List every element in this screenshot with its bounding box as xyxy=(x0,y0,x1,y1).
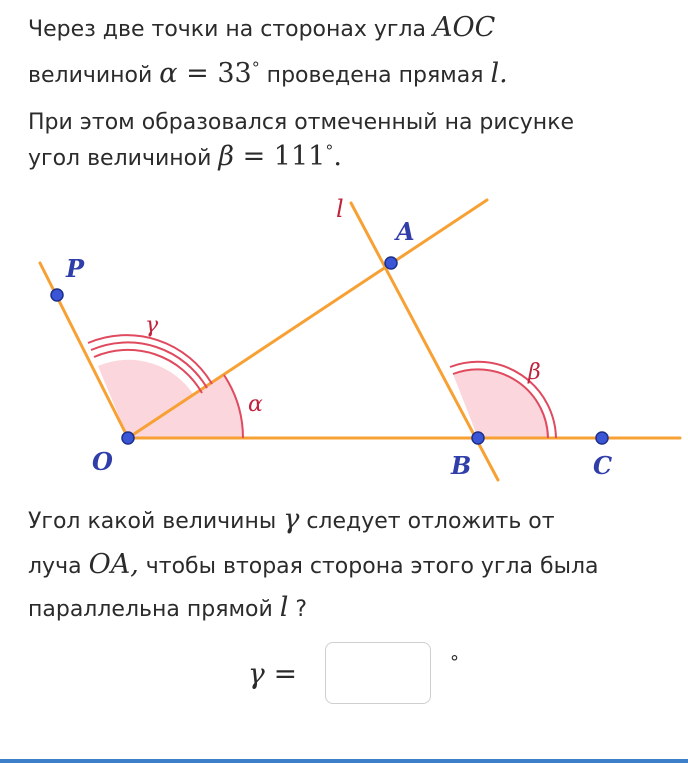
point-a xyxy=(385,257,397,269)
label-gamma: γ xyxy=(145,313,159,338)
geometry-figure xyxy=(0,190,688,490)
point-p xyxy=(51,289,63,301)
label-a: A xyxy=(396,217,415,246)
question-line-3: параллельна прямой l ? xyxy=(28,592,308,623)
question-line-2: луча OA, чтобы вторая сторона этого угла была xyxy=(28,549,599,580)
problem-line-2: величиной α = 33° проведена прямая l. xyxy=(28,58,508,89)
angle-aoc: AOC xyxy=(433,12,496,43)
answer-row xyxy=(248,640,431,706)
point-o xyxy=(122,432,134,444)
problem-line-3: При этом образовался отмеченный на рисунке xyxy=(28,110,575,135)
label-c: C xyxy=(593,451,613,480)
problem-line-4: угол величиной β = 111°. xyxy=(28,141,342,172)
point-c xyxy=(596,432,608,444)
answer-label: γ = xyxy=(248,656,298,690)
question-line-1: Угол какой величины γ следует отложить от xyxy=(28,504,555,535)
bottom-accent-bar xyxy=(0,759,688,763)
answer-degree-symbol: ° xyxy=(450,652,459,673)
label-beta: β xyxy=(528,360,541,385)
problem-line-1: Через две точки на сторонах угла AOC xyxy=(28,12,496,43)
answer-input[interactable] xyxy=(325,642,431,704)
ray-oa xyxy=(128,200,487,438)
label-b: B xyxy=(451,451,472,480)
label-o: O xyxy=(92,447,113,476)
label-alpha: α xyxy=(248,392,263,417)
label-p: P xyxy=(66,254,85,283)
label-l: l xyxy=(336,195,344,223)
point-b xyxy=(472,432,484,444)
